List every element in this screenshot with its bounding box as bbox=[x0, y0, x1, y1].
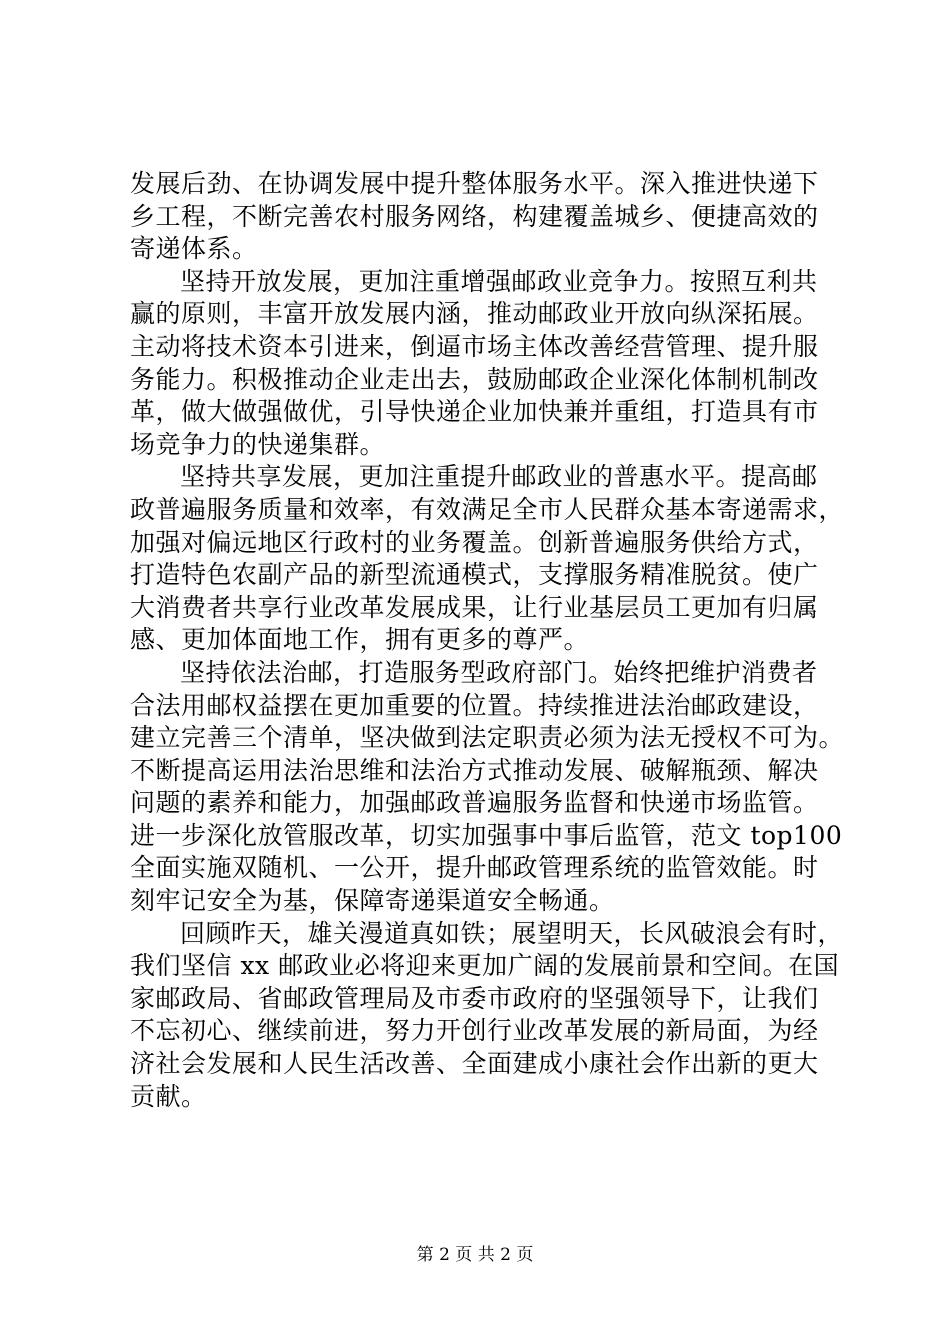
text-line: 我们坚信 xx 邮政业必将迎来更加广阔的发展前景和空间。在国 bbox=[130, 951, 840, 981]
text-line: 大消费者共享行业改革发展成果，让行业基层员工更加有归属 bbox=[130, 592, 819, 622]
text-line: 革，做大做强做优，引导快递企业加快兼并重组，打造具有市 bbox=[130, 397, 819, 427]
document-body bbox=[130, 168, 845, 1113]
text-line: 打造特色农副产品的新型流通模式，支撑服务精准脱贫。使广 bbox=[130, 560, 819, 590]
paragraph bbox=[130, 266, 830, 462]
text-line: 坚持开放发展，更加注重增强邮政业竞争力。按照互利共 bbox=[180, 266, 818, 296]
text-line: 主动将技术资本引进来，倒逼市场主体改善经营管理、提升服 bbox=[130, 331, 819, 361]
text-line: 济社会发展和人民生活改善、全面建成小康社会作出新的更大 bbox=[130, 1049, 819, 1079]
text-line: 全面实施双随机、一公开，提升邮政管理系统的监管效能。时 bbox=[130, 853, 819, 883]
text-line: 家邮政局、省邮政管理局及市委市政府的坚强领导下，让我们 bbox=[130, 983, 819, 1013]
text-line: 不忘初心、继续前进，努力开创行业改革发展的新局面，为经 bbox=[130, 1016, 819, 1046]
text-line: 场竞争力的快递集群。 bbox=[130, 429, 386, 459]
paragraph bbox=[130, 168, 830, 266]
text-line: 务能力。积极推动企业走出去，鼓励邮政企业深化体制机制改 bbox=[130, 364, 819, 394]
text-line: 贡献。 bbox=[130, 1081, 207, 1111]
text-line: 不断提高运用法治思维和法治方式推动发展、破解瓶颈、解决 bbox=[130, 755, 819, 785]
paragraph bbox=[130, 461, 845, 657]
text-line: 赢的原则，丰富开放发展内涵，推动邮政业开放向纵深拓展。 bbox=[130, 299, 819, 329]
paragraph bbox=[130, 918, 844, 1114]
text-line: 回顾昨天，雄关漫道真如铁；展望明天，长风破浪会有时， bbox=[180, 918, 844, 948]
page-footer bbox=[0, 1244, 950, 1266]
text-line: 感、更加体面地工作，拥有更多的尊严。 bbox=[130, 625, 590, 655]
text-line: 发展后劲、在协调发展中提升整体服务水平。深入推进快递下 bbox=[130, 169, 819, 198]
text-line: 建立完善三个清单，坚决做到法定职责必须为法无授权不可为。 bbox=[130, 723, 845, 753]
text-line: 寄递体系。 bbox=[130, 234, 258, 264]
text-line: 加强对偏远地区行政村的业务覆盖。创新普遍服务供给方式， bbox=[130, 527, 819, 557]
text-line: 乡工程，不断完善农村服务网络，构建覆盖城乡、便捷高效的 bbox=[130, 201, 819, 231]
text-line: 刻牢记安全为基，保障寄递渠道安全畅通。 bbox=[130, 886, 615, 916]
text-line: 问题的素养和能力，加强邮政普遍服务监督和快递市场监管。 bbox=[130, 788, 819, 818]
text-line: 坚持共享发展，更加注重提升邮政业的普惠水平。提高邮 bbox=[180, 462, 818, 492]
paragraph bbox=[130, 657, 845, 918]
page-number-label: 第 2 页 共 2 页 bbox=[416, 1245, 534, 1265]
text-line: 合法用邮权益摆在更加重要的位置。持续推进法治邮政建设， bbox=[130, 690, 819, 720]
text-line: 进一步深化放管服改革，切实加强事中事后监管，范文 top100 bbox=[130, 820, 843, 850]
text-line: 坚持依法治邮，打造服务型政府部门。始终把维护消费者 bbox=[180, 657, 818, 687]
text-line: 政普遍服务质量和效率，有效满足全市人民群众基本寄递需求， bbox=[130, 494, 845, 524]
